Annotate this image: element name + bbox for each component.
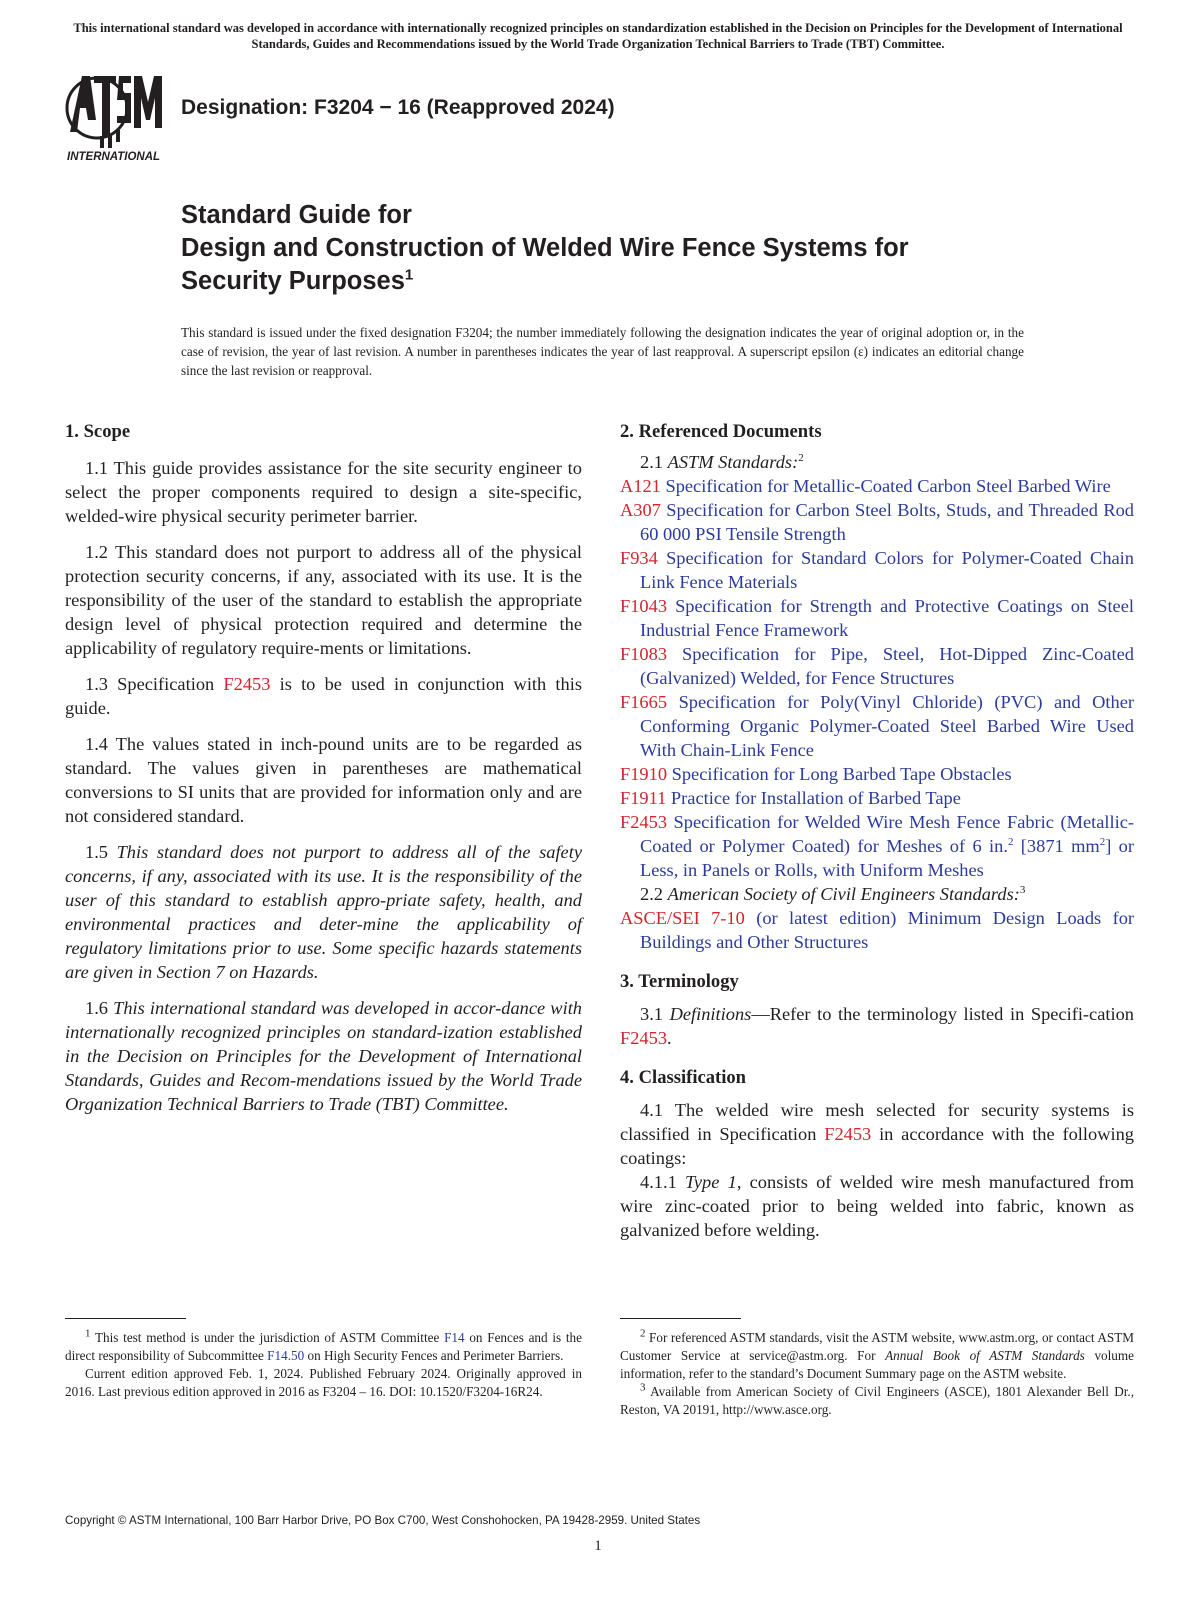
asce-standards-label: 2.2 American Society of Civil Engineers Standards:$^3$ [640, 883, 1026, 904]
ref-item-f1043[interactable] [620, 594, 1134, 642]
f2453-link[interactable]: F2453 [620, 1028, 668, 1048]
title-line-3: Security Purposes$^1$ [181, 266, 414, 295]
scope-1-2: 1.2 This standard does not purport to address all of the physical protection security concerns, if any, associated with its use. It is the responsibility of the user of the standard to establish the appropriate design level of physical protection required and determine the applicability of regulatory require-ments or limitations. [65, 542, 582, 658]
footnote-1-approval: Current edition approved Feb. 1, 2024. Published February 2024. Originally approved in 2016. Last previous edition approved in 2016 as F3204 – 16. DOI: 10.1520/F3204-16R24. [65, 1366, 582, 1399]
scope-1-4: 1.4 The values stated in inch-pound units are to be regarded as standard. The values given in parentheses are mathematical conversions to SI units that are provided for information only and are not considered standard. [65, 734, 582, 826]
reference-list [620, 474, 1134, 810]
footnote-rule-left [65, 1318, 186, 1319]
ref-title[interactable]: Specification for Poly(Vinyl Chloride) (PVC) and Other Conforming Organic Polymer-Coated Steel Barbed Wire Used With Chain-Link Fence [640, 692, 1134, 760]
ref-code[interactable]: A121 [620, 476, 661, 496]
page-number: 1 [594, 1538, 602, 1554]
right-column [620, 420, 1134, 1242]
ref-title[interactable]: Specification for Long Barbed Tape Obstacles [667, 764, 1012, 784]
ref-f2453[interactable]: F2453 Specification for Welded Wire Mesh Fence Fabric (Metallic-Coated or Polymer Coated) for Meshes of 6 in.$^2$ [3871 $mm^2$] or Less, in Panels or Rolls, with Uniform Meshes [620, 812, 1134, 880]
footnote-1: $^1$ This test method is under the jurisdiction of ASTM Committee F14 on Fences and is the direct responsibility of Subcommittee F14.50 on High Security Fences and Perimeter Barriers. [65, 1327, 582, 1363]
terminology-heading: 3. Terminology [620, 971, 739, 992]
title-line-1: Standard Guide for [181, 201, 412, 229]
ref-item-f1910[interactable] [620, 762, 1134, 786]
ref-title[interactable]: Specification for Strength and Protective Coatings on Steel Industrial Fence Framework [640, 596, 1134, 640]
ref-asce[interactable]: ASCE/SEI 7-10 (or latest edition) Minimum Design Loads for Buildings and Other Structures [620, 908, 1135, 952]
footnote-2-ref[interactable]: 2 [798, 451, 804, 464]
ref-title[interactable]: Specification for Carbon Steel Bolts, Studs, and Threaded Rod 60 000 PSI Tensile Strength [640, 500, 1134, 544]
terminology-3-1: 3.1 Definitions—Refer to the terminology listed in Specifi-cation F2453. [620, 1004, 1134, 1048]
ref-item-f1911[interactable] [620, 786, 1134, 810]
title-footnote-ref[interactable]: 1 [404, 266, 414, 284]
ref-code[interactable]: A307 [620, 500, 661, 520]
astm-logo [64, 70, 170, 164]
ref-item-f1083[interactable] [620, 642, 1134, 690]
footnotes-right [620, 1329, 1134, 1419]
ref-item-a307[interactable] [620, 498, 1134, 546]
scope-1-6: 1.6 This international standard was developed in accor-dance with internationally recognized principles on standard-ization established in the Decision on Principles for the Development of International Standards, Guides and Recom-mendations issued by the World Trade Organization Technical Barriers to Trade (TBT) Committee. [65, 998, 582, 1114]
f2453-link[interactable]: F2453 [223, 674, 271, 694]
top-notice: This international standard was developed in accordance with internationally recognized principles on standardization established in the Decision on Principles for the Development of International Standards, Guides and Recommendations issued by the World Trade Organization Technical Barriers to Trade (TBT) Committee. [73, 21, 1123, 51]
footnote-3: $^3$ Available from American Society of Civil Engineers (ASCE), 1801 Alexander Bell Dr., Reston, VA 20191, http://www.asce.org. [620, 1381, 1134, 1417]
f14-50-link[interactable]: F14.50 [267, 1348, 305, 1363]
classification-heading: 4. Classification [620, 1067, 747, 1088]
copyright: Copyright © ASTM International, 100 Barr Harbor Drive, PO Box C700, West Conshohocken, PA 19428-2959. United States [65, 1514, 701, 1527]
footnote-rule-right [620, 1318, 741, 1319]
ref-code[interactable]: F1665 [620, 692, 668, 712]
ref-code[interactable]: F934 [620, 548, 658, 568]
ref-code[interactable]: F1083 [620, 644, 668, 664]
logo-text: INTERNATIONAL [67, 151, 161, 163]
ref-code[interactable]: F1910 [620, 764, 668, 784]
ref-item-a121[interactable] [620, 474, 1134, 498]
ref-item-f1665[interactable] [620, 690, 1134, 762]
issue-note: This standard is issued under the fixed designation F3204; the number immediately following the designation indicates the year of original adoption or, in the case of revision, the year of last revision. A number in parentheses indicates the year of last reapproval. A superscript epsilon (ε) indicates an editorial change since the last revision or reapproval. [181, 325, 1024, 378]
ref-title[interactable]: Practice for Installation of Barbed Tape [666, 788, 961, 808]
scope-1-5: 1.5 This standard does not purport to address all of the safety concerns, if any, associated with its use. It is the responsibility of the user of this standard to establish appro-priate safety, health, and environmental practices and deter-mine the applicability of regulatory limitations prior to use. Some specific hazards statements are given in Section 7 on Hazards. [65, 842, 582, 982]
f14-link[interactable]: F14 [444, 1330, 465, 1345]
ref-item-f934[interactable] [620, 546, 1134, 594]
ref-title[interactable]: Specification for Standard Colors for Polymer-Coated Chain Link Fence Materials [640, 548, 1134, 592]
ref-title[interactable]: Specification for Metallic-Coated Carbon Steel Barbed Wire [660, 476, 1111, 496]
f2453-link[interactable]: F2453 [824, 1124, 872, 1144]
scope-1-1: 1.1 This guide provides assistance for the site security engineer to select the proper components required to design a site-specific, welded-wire physical security perimeter barrier. [65, 458, 582, 526]
astm-logo-icon [64, 70, 170, 164]
ref-code[interactable]: F1911 [620, 788, 667, 808]
astm-standards-label: 2.1 ASTM Standards:$^2$ [640, 451, 804, 472]
scope-heading: 1. Scope [65, 421, 131, 442]
title-line-2: Design and Construction of Welded Wire Fence Systems for [181, 234, 909, 262]
classification-4-1-1: 4.1.1 Type 1, consists of welded wire mesh manufactured from wire zinc-coated prior to being welded into fabric, known as galvanized before welding. [620, 1172, 1134, 1240]
footnote-2: $^2$ For referenced ASTM standards, visit the ASTM website, www.astm.org, or contact ASTM Customer Service at service@astm.org. For Annual Book of ASTM Standards volume information, refer to the standard’s Document Summary page on the ASTM website. [620, 1327, 1134, 1381]
left-column [65, 420, 582, 1116]
ref-code[interactable]: F1043 [620, 596, 668, 616]
footnotes-left [65, 1329, 582, 1401]
classification-4-1: 4.1 The welded wire mesh selected for security systems is classified in Specification F2453 in accordance with the following coatings: [620, 1100, 1134, 1168]
designation: Designation: F3204 − 16 (Reapproved 2024) [181, 96, 615, 119]
footnote-3-ref[interactable]: 3 [1019, 883, 1026, 896]
ref-title[interactable]: Specification for Pipe, Steel, Hot-Dipped Zinc-Coated (Galvanized) Welded, for Fence Structures [640, 644, 1134, 688]
scope-1-3: 1.3 Specification F2453 is to be used in conjunction with this guide. [65, 674, 582, 718]
refdocs-heading: 2. Referenced Documents [620, 421, 822, 442]
document-title [181, 199, 1081, 298]
